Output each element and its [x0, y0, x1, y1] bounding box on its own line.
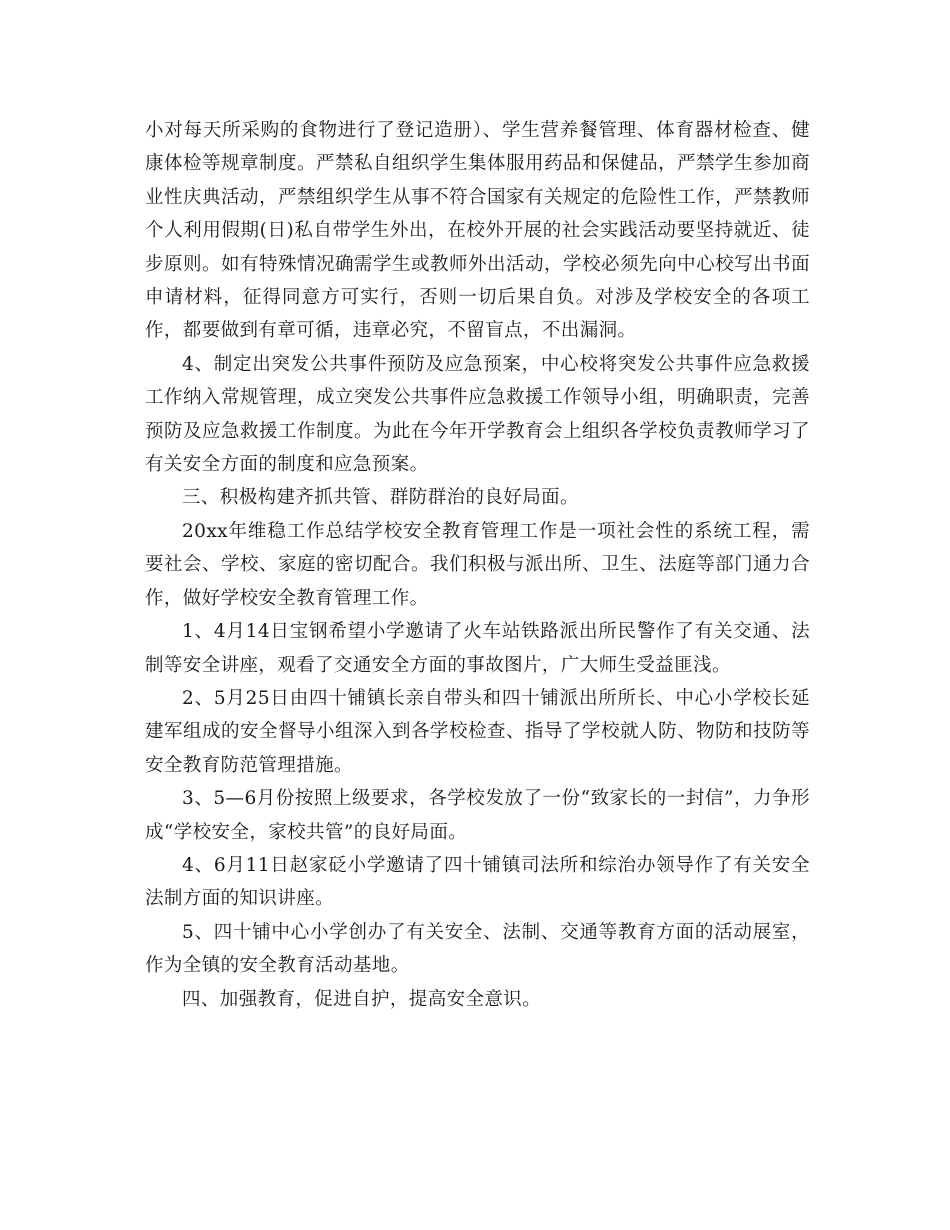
section-heading-3: 三、积极构建齐抓共管、群防群治的良好局面。: [182, 487, 579, 509]
paragraph-item-4-emergency-plan: 4、制定出突发公共事件预防及应急预案，中心校将突发公共事件应急救援工作纳入常规管理，成立突发公共事件应急救援工作领导小组，明确职责，完善预防及应急救援工作制度。为此在今年开学教育会上组织各学校负责教师学习了有关安全方面的制度和应急预案。: [145, 353, 810, 476]
paragraph-item-5: 5、四十铺中心小学创办了有关安全、法制、交通等教育方面的活动展室，作为全镇的安全教育活动基地。: [145, 921, 810, 977]
document-body: [145, 114, 810, 1016]
paragraph-item-2: 2、5月25日由四十铺镇长亲自带头和四十铺派出所所长、中心小学校长延建军组成的安全督导小组深入到各学校检查、指导了学校就人防、物防和技防等安全教育防范管理措施。: [145, 687, 810, 776]
paragraph-section-3-intro: 20xx年维稳工作总结学校安全教育管理工作是一项社会性的系统工程，需要社会、学校、家庭的密切配合。我们积极与派出所、卫生、法庭等部门通力合作，做好学校安全教育管理工作。: [145, 520, 810, 609]
paragraph-item-4: 4、6月11日赵家砭小学邀请了四十铺镇司法所和综治办领导作了有关安全法制方面的知识讲座。: [145, 854, 810, 910]
paragraph-item-3: 3、5—6月份按照上级要求，各学校发放了一份“致家长的一封信”，力争形成“学校安全，家校共管”的良好局面。: [145, 788, 810, 843]
paragraph-item-1: 1、4月14日宝钢希望小学邀请了火车站铁路派出所民警作了有关交通、法制等安全讲座，观看了交通安全方面的事故图片，广大师生受益匪浅。: [145, 621, 810, 676]
section-heading-4: 四、加强教育，促进自护，提高安全意识。: [182, 988, 542, 1010]
paragraph-continued: 小对每天所采购的食物进行了登记造册）、学生营养餐管理、体育器材检查、健康体检等规章制度。严禁私自组织学生集体服用药品和保健品，严禁学生参加商业性庆典活动，严禁组织学生从事不符合国家有关规定的危险性工作，严禁教师个人利用假期(日)私自带学生外出，在校外开展的社会实践活动要坚持就近、徒步原则。如有特殊情况确需学生或教师外出活动，学校必须先向中心校写出书面申请材料，征得同意方可实行，否则一切后果自负。对涉及学校安全的各项工作，都要做到有章可循，违章必究，不留盲点，不出漏洞。: [145, 120, 810, 342]
